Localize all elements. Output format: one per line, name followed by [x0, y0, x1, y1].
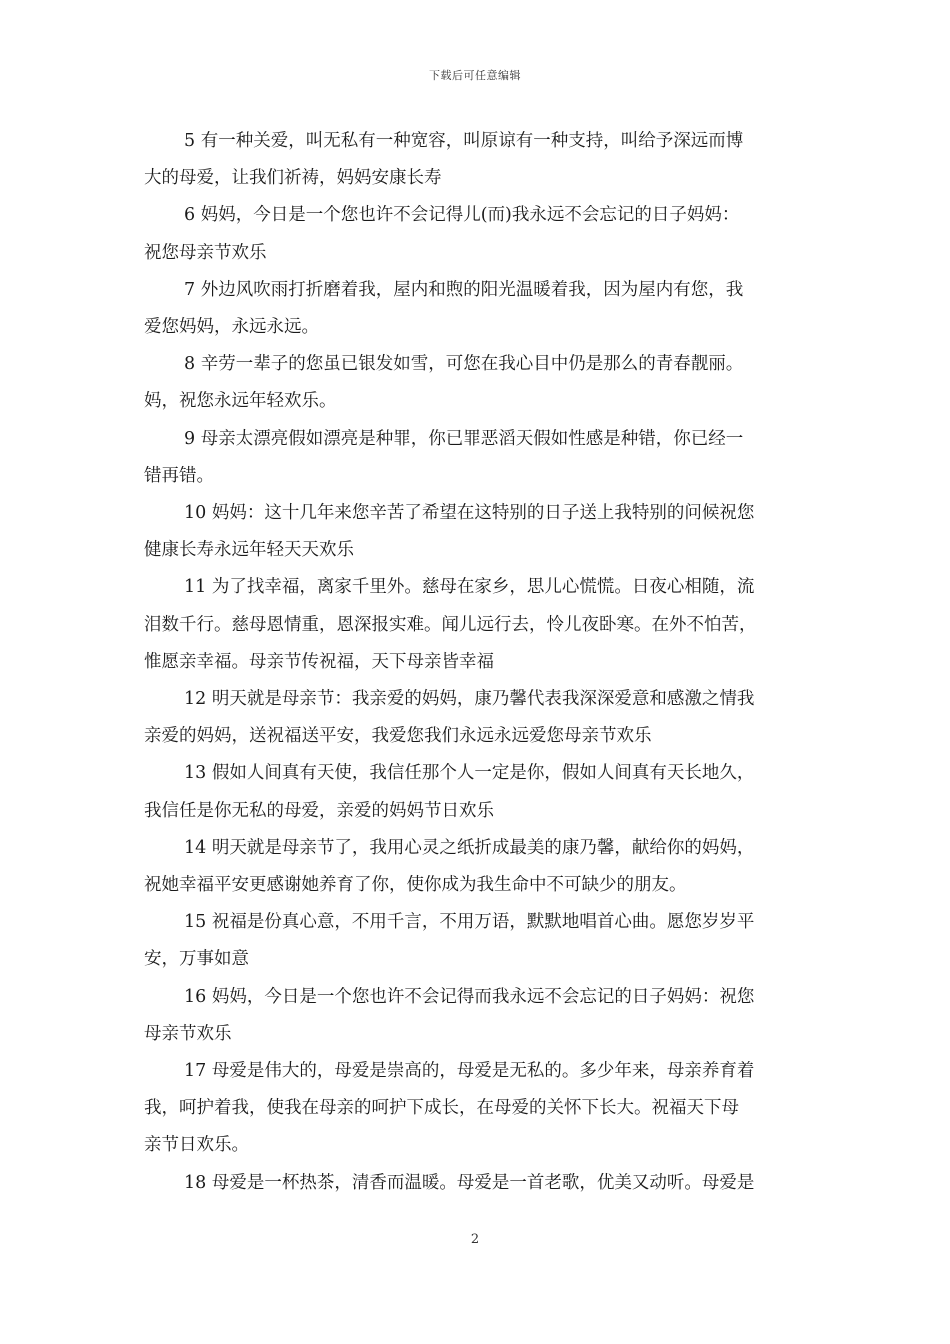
paragraph — [144, 272, 809, 346]
paragraph-line: 爱您妈妈，永远永远。 — [144, 317, 319, 338]
paragraph — [144, 979, 809, 1053]
paragraph-line: 17 母爱是伟大的，母爱是崇高的，母爱是无私的。多少年来，母亲养育着 — [184, 1061, 755, 1082]
paragraph — [144, 495, 809, 569]
paragraph-line: 大的母爱，让我们祈祷，妈妈安康长寿 — [144, 168, 442, 189]
paragraph — [144, 830, 809, 904]
paragraph — [144, 904, 809, 978]
paragraph — [144, 197, 809, 271]
paragraph — [144, 1053, 809, 1165]
paragraph — [144, 569, 809, 681]
paragraph-line: 错再错。 — [144, 465, 214, 486]
paragraph — [144, 1165, 809, 1202]
paragraph-line: 16 妈妈，今日是一个您也许不会记得而我永远不会忘记的日子妈妈：祝您 — [184, 986, 755, 1007]
paragraph-line: 我信任是你无私的母爱，亲爱的妈妈节日欢乐 — [144, 800, 494, 821]
paragraph — [144, 346, 809, 420]
paragraph-line: 祝她幸福平安更感谢她养育了你，使你成为我生命中不可缺少的朋友。 — [144, 875, 687, 896]
paragraph-line: 健康长寿永远年轻天天欢乐 — [144, 540, 354, 561]
paragraph-line: 5 有一种关爱，叫无私有一种宽容，叫原谅有一种支持，叫给予深远而博 — [184, 131, 744, 151]
paragraph-line: 6 妈妈，今日是一个您也许不会记得儿(而)我永远不会忘记的日子妈妈： — [184, 205, 740, 226]
document-body — [144, 123, 809, 1202]
paragraph-line: 13 假如人间真有天使，我信任那个人一定是你，假如人间真有天长地久， — [184, 763, 755, 784]
paragraph-line: 妈，祝您永远年轻欢乐。 — [144, 391, 337, 412]
paragraph-line: 12 明天就是母亲节：我亲爱的妈妈，康乃馨代表我深深爱意和感激之情我 — [184, 689, 755, 710]
paragraph-line: 10 妈妈：这十几年来您辛苦了希望在这特别的日子送上我特别的问候祝您 — [184, 503, 755, 524]
paragraph-line: 亲爱的妈妈，送祝福送平安，我爱您我们永远永远爱您母亲节欢乐 — [144, 726, 652, 747]
paragraph-line: 母亲节欢乐 — [144, 1023, 232, 1044]
paragraph — [144, 421, 809, 495]
page-number: 2 — [470, 1232, 480, 1247]
paragraph-line: 惟愿亲幸福。母亲节传祝福，天下母亲皆幸福 — [144, 651, 494, 672]
paragraph-line: 泪数千行。慈母恩情重，恩深报实难。闻儿远行去，怜儿夜卧寒。在外不怕苦， — [144, 614, 757, 635]
paragraph-line: 7 外边风吹雨打折磨着我，屋内和煦的阳光温暖着我，因为屋内有您，我 — [184, 279, 744, 300]
paragraph-line: 9 母亲太漂亮假如漂亮是种罪，你已罪恶滔天假如性感是种错，你已经一 — [184, 428, 744, 449]
paragraph — [144, 123, 809, 197]
page-header: 下载后可任意编辑 — [429, 69, 521, 82]
paragraph-line: 祝您母亲节欢乐 — [144, 242, 267, 263]
paragraph-line: 15 祝福是份真心意，不用千言，不用万语，默默地唱首心曲。愿您岁岁平 — [184, 912, 755, 933]
paragraph-line: 安，万事如意 — [144, 949, 249, 970]
paragraph — [144, 755, 809, 829]
paragraph-line: 我，呵护着我，使我在母亲的呵护下成长，在母爱的关怀下长大。祝福天下母 — [144, 1098, 739, 1119]
paragraph-line: 亲节日欢乐。 — [144, 1135, 249, 1156]
paragraph-line: 18 母爱是一杯热茶，清香而温暖。母爱是一首老歌，优美又动听。母爱是 — [184, 1172, 755, 1193]
paragraph-line: 11 为了找幸福，离家千里外。慈母在家乡，思儿心慌慌。日夜心相随，流 — [184, 577, 755, 598]
paragraph-line: 14 明天就是母亲节了，我用心灵之纸折成最美的康乃馨，献给你的妈妈， — [184, 837, 755, 858]
paragraph — [144, 681, 809, 755]
paragraph-line: 8 辛劳一辈子的您虽已银发如雪，可您在我心目中仍是那么的青春靓丽。 — [184, 354, 744, 375]
